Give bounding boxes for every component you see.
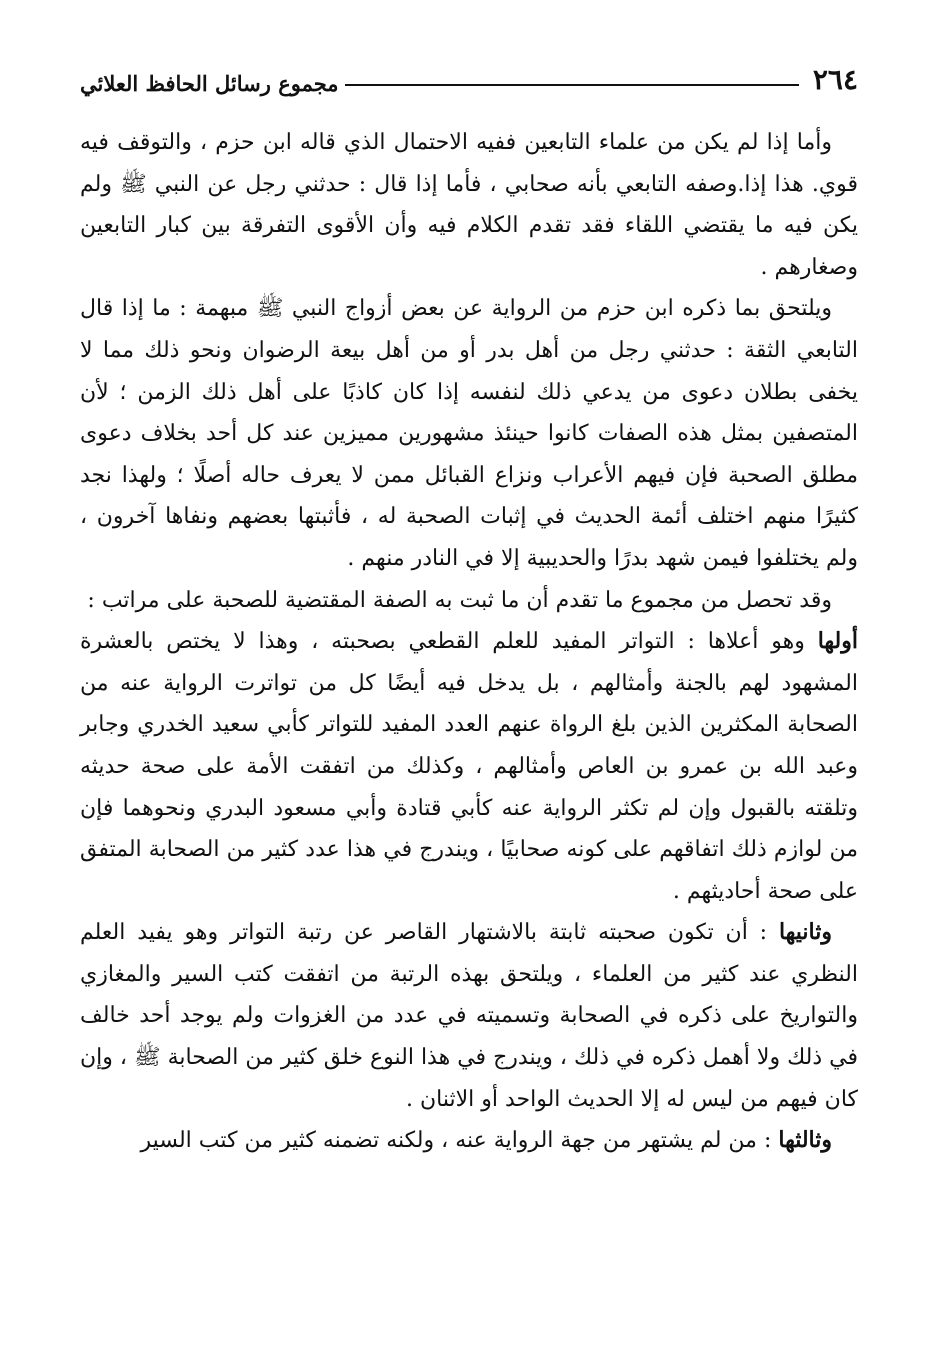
header-rule (345, 84, 799, 86)
paragraph-4: أولها وهو أعلاها : التواتر المفيد للعلم القطعي بصحبته ، وهذا لا يختص بالعشرة المشهود لهم بالجنة وأمثالهم ، بل يدخل فيه أيضًا كل من تواترت الرواية عنه من الصحابة المكثرين الذين بلغ الرواة عنهم العدد المفيد للتواتر كأبي سعيد الخدري وجابر وعبد الله بن عمرو بن العاص وأمثالهم ، وكذلك من اتفقت الأمة على صحة حديثه وتلقته بالقبول وإن لم تكثر الرواية عنه كأبي قتادة وأبي مسعود البدري ونحوهما فإن من لوازم ذلك اتفاقهم على كونه صحابيًا ، ويندرج في هذا عدد كثير من الصحابة المتفق على صحة أحاديثهم . (80, 628, 858, 904)
page-number: ٢٦٤ (812, 63, 858, 96)
paragraph-6: وثالثها : من لم يشتهر من جهة الرواية عنه ، ولكنه تضمنه كثير من كتب السير (140, 1127, 832, 1154)
paragraph-5: وثانيها : أن تكون صحبته ثابتة بالاشتهار القاصر عن رتبة التواتر وهو يفيد العلم النظري عند كثير من العلماء ، ويلتحق بهذه الرتبة من اتفقت كتب السير والمغازي والتواريخ على ذكره في الصحابة وتسميته في عدد من الغزوات ولم يوجد أحد خالف في ذلك ولا أهمل ذكره في ذلك ، ويندرج في هذا النوع خلق كثير من الصحابة ﷺ ، وإن كان فيهم من ليس له إلا الحديث الواحد أو الاثنان . (80, 919, 858, 1112)
page-header (80, 60, 858, 96)
paragraph-1: وأما إذا لم يكن من علماء التابعين ففيه الاحتمال الذي قاله ابن حزم ، والتوقف فيه قوي. هذا إذا.وصفه التابعي بأنه صحابي ، فأما إذا قال : حدثني رجل عن النبي ﷺ ولم يكن فيه ما يقتضي اللقاء فقد تقدم الكلام فيه وأن الأقوى التفرقة بين كبار التابعين وصغارهم . (80, 130, 858, 280)
running-title: مجموع رسائل الحافظ العلائي (80, 71, 339, 96)
section-lead-first: أولها (817, 628, 858, 655)
section-lead-third: وثالثها (778, 1127, 832, 1154)
paragraph-2: ويلتحق بما ذكره ابن حزم من الرواية عن بعض أزواج النبي ﷺ مبهمة : ما إذا قال التابعي الثقة : حدثني رجل من أهل بدر أو من أهل بيعة الرضوان ونحو ذلك مما لا يخفى بطلان دعوى من يدعي ذلك لنفسه إذا كان كاذبًا على أهل ذلك الزمن ؛ لأن المتصفين بمثل هذه الصفات كانوا حينئذ مشهورين مميزين عند كل أحد بخلاف دعوى مطلق الصحبة فإن فيهم الأعراب ونزاع القبائل ممن لا يعرف حاله أصلًا ؛ ولهذا نجد كثيرًا منهم اختلف أئمة الحديث في إثبات الصحبة له ، فأثبتها بعضهم ونفاها آخرون ، ولم يختلفوا فيمن شهد بدرًا والحديبية إلا في النادر منهم . (80, 296, 858, 571)
paragraph-3: وقد تحصل من مجموع ما تقدم أن ما ثبت به الصفة المقتضية للصحبة على مراتب : (87, 587, 832, 613)
body-text (80, 122, 858, 1162)
section-lead-second: وثانيها (778, 919, 832, 946)
